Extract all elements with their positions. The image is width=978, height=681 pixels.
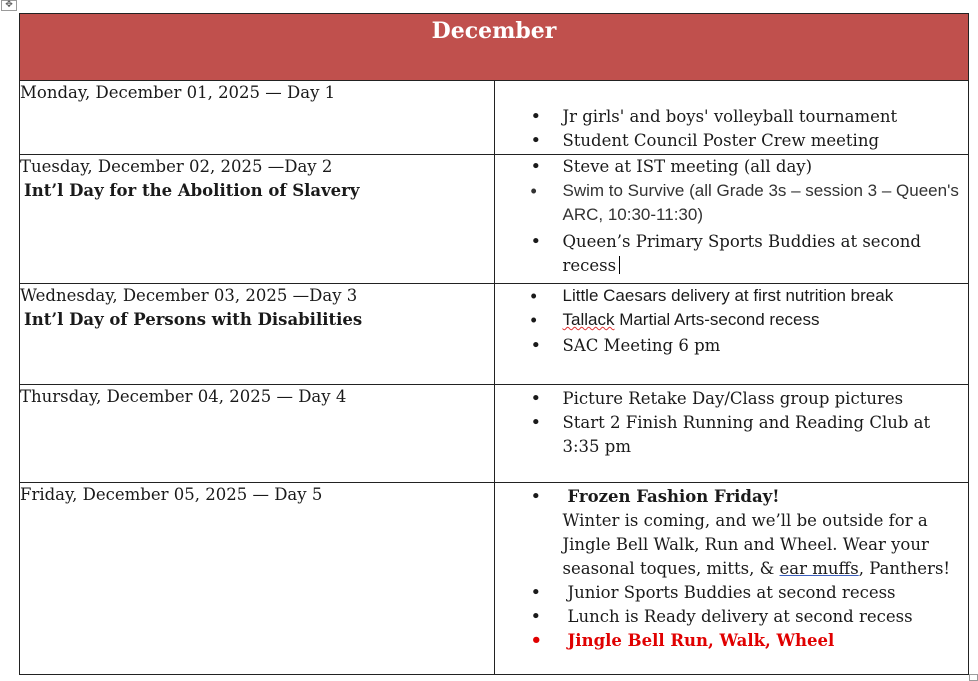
list-item: • Swim to Survive (all Grade 3s – session 3 – Queen's ARC, 10:30-11:30) [563,179,969,227]
event-description-end: , Panthers! [858,559,951,578]
list-item: • Student Council Poster Crew meeting [563,129,969,153]
table-move-handle-icon[interactable]: ✥ [1,0,17,11]
date-label: Monday, December 01, 2025 — Day 1 [20,83,336,102]
date-label: Friday, December 05, 2025 — Day 5 [20,485,323,504]
list-item [563,308,969,332]
list-item-text: Martial Arts-second recess [614,310,820,329]
date-cell[interactable] [20,81,495,155]
date-cell[interactable] [20,155,495,284]
events-cell[interactable] [494,483,969,675]
month-title: December [431,18,557,44]
text-cursor [619,256,620,274]
list-item [563,485,969,581]
calendar-table [19,13,969,675]
table-row [20,81,969,155]
event-description: Winter is coming, and we’ll be outside for a Jingle Bell Walk, Run and Wheel. Wear your seasonal toques, mitts, & [562,511,929,578]
list-item: • Steve at IST meeting (all day) [563,155,969,179]
event-heading: Frozen Fashion Friday! [567,487,780,506]
list-item: • Junior Sports Buddies at second recess [563,581,969,605]
table-row [20,155,969,284]
date-label: Thursday, December 04, 2025 — Day 4 [20,387,347,406]
list-item: • Lunch is Ready delivery at second recess [563,605,969,629]
table-row [20,385,969,483]
spellcheck-word[interactable]: Tallack [562,310,615,329]
list-item [563,230,969,278]
date-label: Wednesday, December 03, 2025 —Day 3 [20,286,358,305]
list-item: • Jingle Bell Run, Walk, Wheel [563,629,969,653]
list-item: • Start 2 Finish Running and Reading Club at 3:35 pm [563,411,969,459]
events-cell[interactable] [494,284,969,385]
table-row [20,483,969,675]
observance-label: Int’l Day for the Abolition of Slavery [24,181,360,200]
spellcheck-word[interactable]: ear muffs [779,559,859,578]
date-cell[interactable] [20,284,495,385]
list-item-text: Queen’s Primary Sports Buddies at second recess [562,232,921,275]
list-item: • Jr girls' and boys' volleyball tournament [563,105,969,129]
date-cell[interactable] [20,385,495,483]
events-cell[interactable] [494,81,969,155]
month-header [20,14,969,81]
table-row [20,284,969,385]
date-label: Tuesday, December 02, 2025 —Day 2 [20,157,333,176]
list-item: • Little Caesars delivery at first nutrition break [563,284,969,308]
list-item: • SAC Meeting 6 pm [563,334,969,358]
observance-label: Int’l Day of Persons with Disabilities [24,310,363,329]
date-cell[interactable] [20,483,495,675]
list-item: • Picture Retake Day/Class group pictures [563,387,969,411]
events-cell[interactable] [494,155,969,284]
events-cell[interactable] [494,385,969,483]
